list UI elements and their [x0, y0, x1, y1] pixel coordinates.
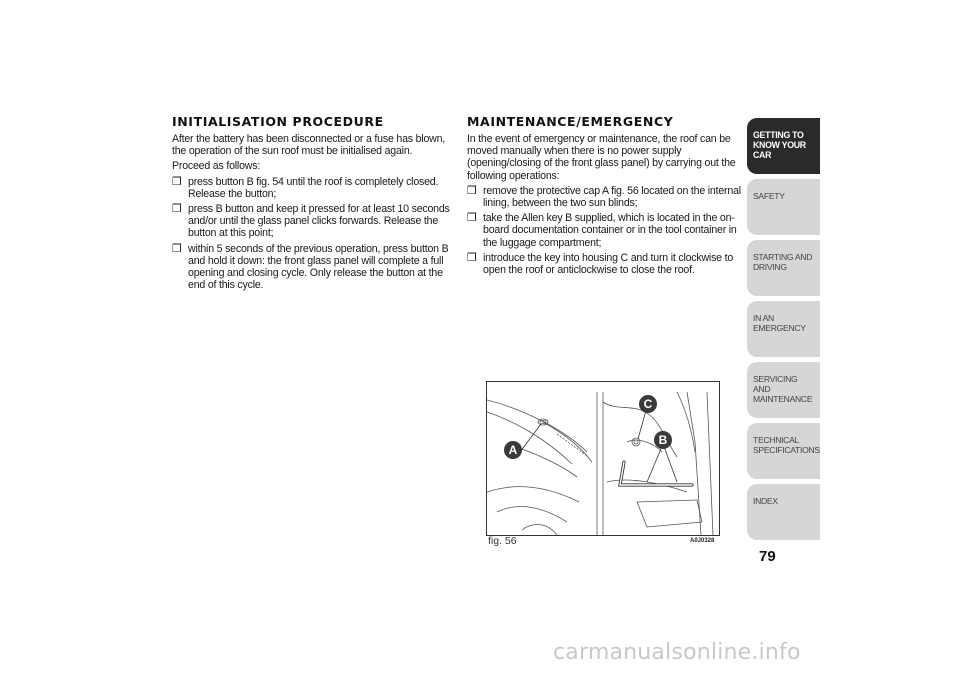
- figure-56-illustration: [486, 381, 720, 536]
- checkbox-bullet-icon: ❒: [467, 211, 477, 225]
- tab-label: GETTING TO KNOW YOUR CAR: [753, 130, 806, 160]
- tab-label: STARTING AND DRIVING: [753, 252, 813, 272]
- maintenance-heading: MAINTENANCE/EMERGENCY: [467, 114, 674, 129]
- tab-label: INDEX: [753, 496, 778, 506]
- callout-b: B: [654, 431, 672, 449]
- list-item: [172, 176, 450, 200]
- callout-c: C: [639, 395, 657, 413]
- tab-in-an-emergency[interactable]: [747, 301, 820, 357]
- tab-safety[interactable]: [747, 179, 820, 235]
- roof-line-drawing: [487, 382, 719, 535]
- initialisation-heading: INITIALISATION PROCEDURE: [172, 114, 384, 129]
- figure-code: A0J0328: [690, 538, 715, 544]
- checkbox-bullet-icon: ❒: [467, 183, 477, 197]
- page-number: 79: [759, 548, 776, 565]
- left-column: [172, 114, 450, 294]
- bullet-text: press B button and keep it pressed for at least 10 seconds and/or until the glass panel clicks forwards. Release the button at this point;: [188, 203, 450, 240]
- list-item: [467, 212, 745, 249]
- checkbox-bullet-icon: ❒: [172, 241, 182, 255]
- tab-getting-to-know-your-car[interactable]: [747, 118, 820, 174]
- figure-caption: fig. 56: [488, 535, 517, 547]
- tab-index[interactable]: [747, 484, 820, 540]
- right-column: [467, 114, 745, 279]
- tab-servicing-and-maintenance[interactable]: [747, 362, 820, 418]
- list-item: [467, 252, 745, 276]
- section-tabs: [747, 118, 820, 545]
- callout-a: A: [504, 441, 522, 459]
- bullet-text: press button B fig. 54 until the roof is completely closed. Release the button;: [188, 175, 439, 200]
- maintenance-intro: In the event of emergency or maintenance, the roof can be moved manually when there is no power supply (opening/closing of the front glass panel) by carrying out the following operations:: [467, 133, 736, 182]
- tab-label: SAFETY: [753, 191, 785, 201]
- list-item: [172, 203, 450, 240]
- tab-label: TECHNICAL SPECIFICATIONS: [753, 435, 820, 455]
- tab-label: IN AN EMERGENCY: [753, 313, 806, 333]
- initialisation-proceed: Proceed as follows:: [172, 160, 261, 173]
- watermark: carmanualsonline.info: [553, 640, 801, 665]
- bullet-text: within 5 seconds of the previous operation, press button B and hold it down: the front glass panel will complete a full opening and closing cycle. Only release the button at the end of this cycle.: [188, 242, 449, 292]
- tab-technical-specifications[interactable]: [747, 423, 820, 479]
- bullet-text: take the Allen key B supplied, which is located in the on-board documentation container or in the tool container in the luggage compartment;: [483, 212, 737, 249]
- list-item: [467, 185, 745, 209]
- bullet-text: remove the protective cap A fig. 56 located on the internal lining, between the two sun blinds;: [483, 184, 741, 210]
- tab-starting-and-driving[interactable]: [747, 240, 820, 296]
- bullet-text: introduce the key into housing C and turn it clockwise to open the roof or anticlockwise to close the roof.: [483, 251, 734, 277]
- checkbox-bullet-icon: ❒: [467, 250, 477, 264]
- tab-label: SERVICING AND MAINTENANCE: [753, 374, 813, 404]
- list-item: [172, 243, 450, 292]
- initialisation-intro: After the battery has been disconnected or a fuse has blown, the operation of the sun roof must be initialised again.: [172, 133, 446, 158]
- checkbox-bullet-icon: ❒: [172, 174, 182, 188]
- checkbox-bullet-icon: ❒: [172, 202, 182, 216]
